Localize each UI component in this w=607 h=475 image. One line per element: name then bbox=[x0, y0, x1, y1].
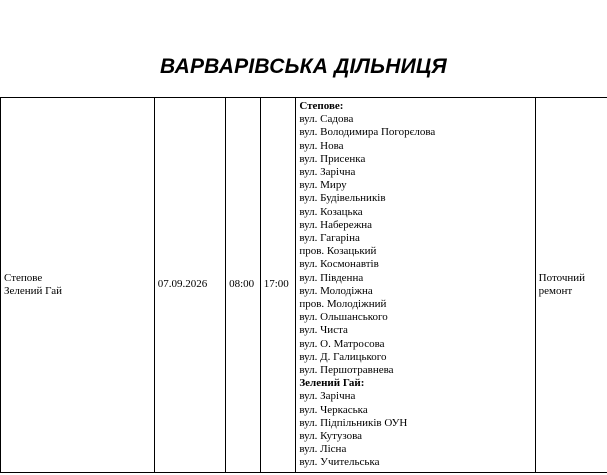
street-item: вул. Миру bbox=[299, 179, 347, 192]
street-item: вул. Зарічна bbox=[299, 390, 356, 403]
end-time-cell bbox=[260, 98, 296, 473]
street-item: вул. Південна bbox=[299, 271, 364, 284]
start-time: 08:00 bbox=[229, 278, 255, 291]
street-item: вул. Садова bbox=[299, 113, 354, 126]
street-item: вул. Нова bbox=[299, 139, 344, 152]
work-type-cell bbox=[535, 98, 607, 473]
street-group-title: Зелений Гай: bbox=[299, 377, 365, 390]
street-item: вул. Д. Галицького bbox=[299, 350, 387, 363]
settlement-name: Степове bbox=[4, 271, 43, 284]
table-row bbox=[1, 98, 607, 473]
street-item: вул. Присенка bbox=[299, 152, 366, 165]
settlements-cell bbox=[1, 98, 155, 473]
street-item: вул. Чиста bbox=[299, 324, 348, 337]
street-item: вул. Молодіжна bbox=[299, 284, 373, 297]
street-item: вул. Учительська bbox=[299, 456, 380, 469]
end-time: 17:00 bbox=[263, 278, 289, 291]
start-time-cell bbox=[226, 98, 261, 473]
street-group-title: Степове: bbox=[299, 100, 344, 112]
street-item: вул. Володимира Погорєлова bbox=[299, 126, 436, 139]
street-item: вул. Ольшанського bbox=[299, 311, 388, 324]
street-item: вул. Космонавтів bbox=[299, 258, 379, 271]
street-item: вул. Будівельників bbox=[299, 192, 386, 205]
date-cell bbox=[154, 98, 225, 473]
street-item: вул. Підпільників ОУН bbox=[299, 416, 408, 429]
street-item: вул. Лісна bbox=[299, 443, 347, 456]
street-item: пров. Молодіжний bbox=[299, 298, 387, 311]
page-title: ВАРВАРІВСЬКА ДІЛЬНИЦЯ bbox=[160, 55, 447, 78]
street-item: вул. Черкаська bbox=[299, 403, 368, 416]
street-item: вул. Кутузова bbox=[299, 430, 363, 443]
street-item: пров. Козацький bbox=[299, 245, 377, 258]
street-item: вул. Першотравнева bbox=[299, 364, 394, 377]
settlement-name: Зелений Гай bbox=[4, 284, 63, 297]
street-item: вул. Зарічна bbox=[299, 166, 356, 179]
street-item: вул. О. Матросова bbox=[299, 337, 385, 350]
streets-cell bbox=[296, 98, 535, 473]
work-type-line: Поточний bbox=[538, 271, 586, 284]
outage-schedule-table bbox=[0, 97, 607, 473]
street-item: вул. Козацька bbox=[299, 205, 363, 218]
outage-date: 07.09.2026 bbox=[157, 278, 208, 291]
work-type-line: ремонт bbox=[538, 284, 573, 297]
street-item: вул. Набережна bbox=[299, 218, 373, 231]
street-item: вул. Гагаріна bbox=[299, 232, 360, 245]
